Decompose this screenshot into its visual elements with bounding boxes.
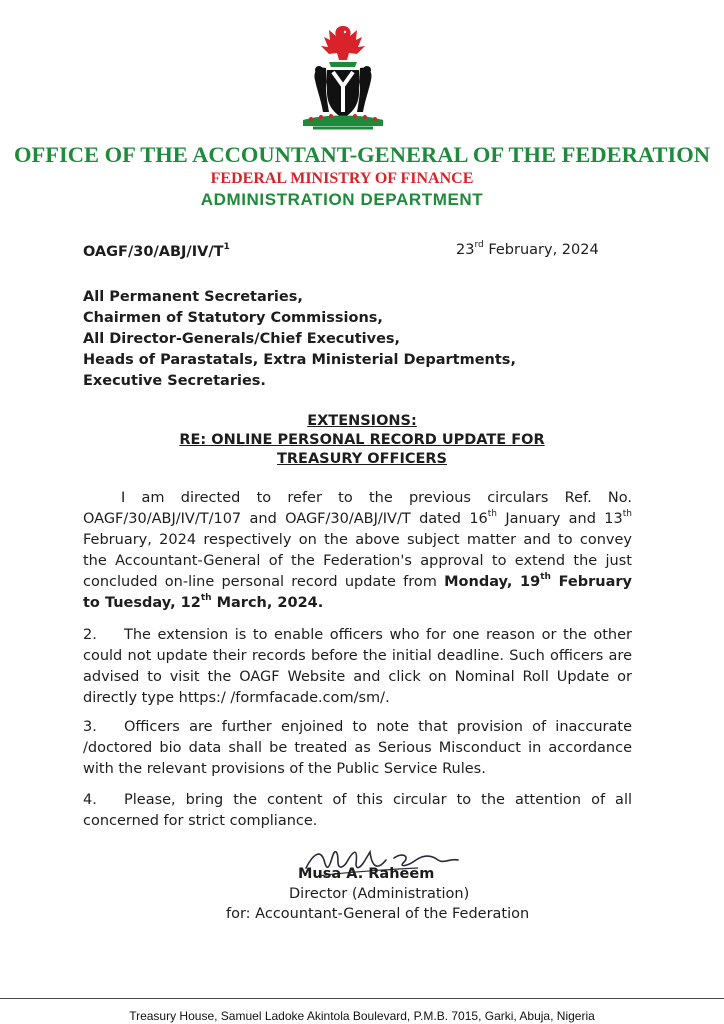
subject-heading bbox=[0, 412, 724, 469]
paragraph-2: 2. The extension is to enable officers who for one reason or the other could not update their records before the initial deadline. Such officers are advised to visit the OAGF Website and click on Nominal Roll Update or directly type https:/ /formfacade.com/sm/. bbox=[83, 627, 632, 706]
footer-divider bbox=[0, 998, 724, 999]
paragraph-3: 3. Officers are further enjoined to note that provision of inaccurate /doctored bio data shall be treated as Serious Misconduct in accordance with the relevant provisions of the Public Service Rules. bbox=[83, 719, 632, 777]
addressee-line: All Permanent Secretaries, bbox=[83, 289, 303, 305]
ministry-heading: FEDERAL MINISTRY OF FINANCE bbox=[210, 170, 474, 187]
subject-line: EXTENSIONS: bbox=[307, 413, 417, 429]
paragraph-1: I am directed to refer to the previous circulars Ref. No. OAGF/30/ABJ/IV/T/107 and OAGF/30/ABJ/IV/T dated 16th January and 13th February, 2024 respectively on the above subject matter and to convey the Accountant-General of the Federation's approval to extend the just concluded on-line personal record update from Monday, 19th February to Tuesday, 12th March, 2024. bbox=[83, 490, 632, 611]
letter-date: 23rd February, 2024 bbox=[456, 240, 599, 258]
signatory-name: Musa A. Raheem bbox=[298, 866, 435, 882]
footer-address: Treasury House, Samuel Ladoke Akintola Boulevard, P.M.B. 7015, Garki, Abuja, Nigeria bbox=[129, 1009, 595, 1023]
subject-line: RE: ONLINE PERSONAL RECORD UPDATE FOR bbox=[179, 432, 545, 448]
addressee-line: Heads of Parastatals, Extra Ministerial Departments, bbox=[83, 352, 516, 368]
addressee-block bbox=[83, 287, 516, 392]
reference-number: OAGF/$30/ABJ/IV/T^1$ bbox=[83, 242, 230, 260]
paragraph-4: 4. Please, bring the content of this circular to the attention of all concerned for strict compliance. bbox=[83, 792, 632, 829]
signatory-for: for: Accountant-General of the Federation bbox=[226, 906, 530, 922]
signatory-title: Director (Administration) bbox=[289, 886, 470, 902]
office-heading: OFFICE OF THE ACCOUNTANT-GENERAL OF THE FEDERATION bbox=[14, 142, 710, 167]
addressee-line: All Director-Generals/Chief Executives, bbox=[83, 331, 401, 347]
coat-of-arms-icon bbox=[293, 20, 393, 138]
subject-line: TREASURY OFFICERS bbox=[276, 451, 447, 467]
addressee-line: Chairmen of Statutory Commissions, bbox=[83, 310, 383, 326]
addressee-line: Executive Secretaries. bbox=[83, 373, 266, 389]
department-heading: ADMINISTRATION DEPARTMENT bbox=[200, 190, 484, 209]
